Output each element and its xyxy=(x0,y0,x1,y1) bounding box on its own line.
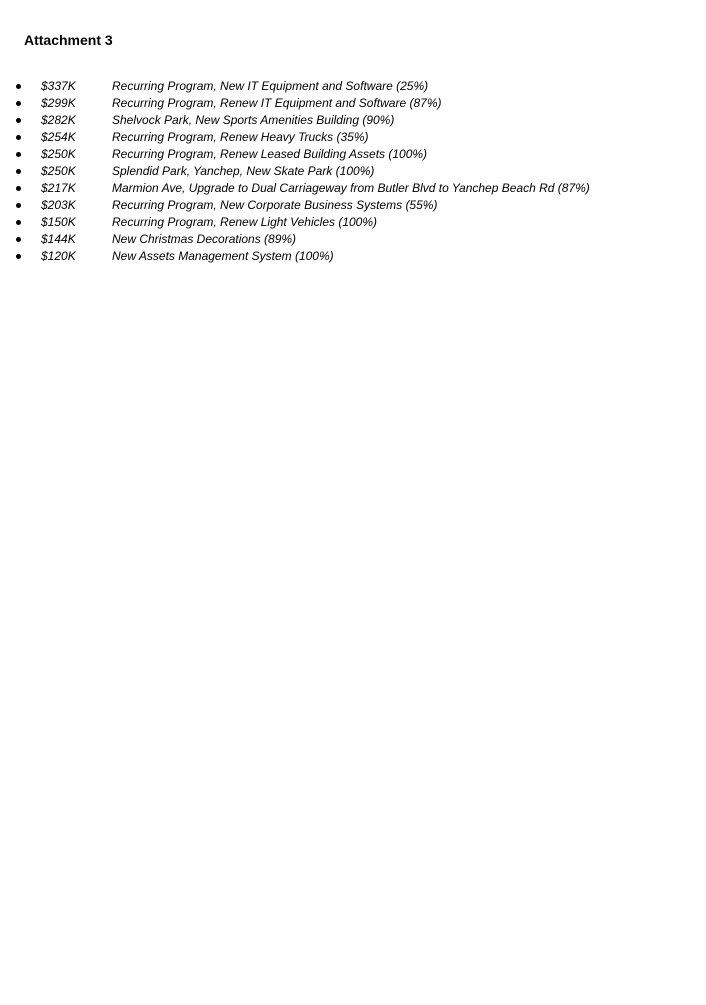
item-description: Splendid Park, Yanchep, New Skate Park (100%) xyxy=(112,164,375,178)
list-item xyxy=(0,163,690,180)
bullet-icon xyxy=(16,118,21,123)
list-item xyxy=(0,78,690,95)
item-amount: $299K xyxy=(41,96,76,110)
item-description: Shelvock Park, New Sports Amenities Building (90%) xyxy=(112,113,395,127)
item-description: Recurring Program, Renew Light Vehicles (100%) xyxy=(112,215,378,229)
item-amount: $250K xyxy=(41,164,76,178)
item-amount: $150K xyxy=(41,215,76,229)
item-description: Recurring Program, New Corporate Business Systems (55%) xyxy=(112,198,438,212)
bullet-icon xyxy=(16,152,21,157)
item-amount: $203K xyxy=(41,198,76,212)
bullet-icon xyxy=(16,203,21,208)
bullet-icon xyxy=(16,135,21,140)
bullet-icon xyxy=(16,220,21,225)
item-amount: $337K xyxy=(41,79,76,93)
list-item xyxy=(0,95,690,112)
list-item xyxy=(0,146,690,163)
bullet-icon xyxy=(16,169,21,174)
bullet-icon xyxy=(16,84,21,89)
bullet-icon xyxy=(16,237,21,242)
list-item xyxy=(0,180,690,197)
item-amount: $120K xyxy=(41,249,76,263)
bullet-icon xyxy=(16,186,21,191)
list-item xyxy=(0,197,690,214)
item-description: New Christmas Decorations (89%) xyxy=(112,232,297,246)
item-description: Recurring Program, New IT Equipment and Software (25%) xyxy=(112,79,429,93)
item-amount: $254K xyxy=(41,130,76,144)
item-description: Recurring Program, Renew Heavy Trucks (35%) xyxy=(112,130,369,144)
item-description: Marmion Ave, Upgrade to Dual Carriageway from Butler Blvd to Yanchep Beach Rd (87%) xyxy=(112,181,590,195)
item-amount: $217K xyxy=(41,181,76,195)
list-item xyxy=(0,248,690,265)
item-description: Recurring Program, Renew IT Equipment and Software (87%) xyxy=(112,96,442,110)
list-item xyxy=(0,112,690,129)
list-item xyxy=(0,129,690,146)
item-amount: $144K xyxy=(41,232,76,246)
item-amount: $282K xyxy=(41,113,76,127)
item-amount: $250K xyxy=(41,147,76,161)
page-title: Attachment 3 xyxy=(24,32,113,48)
list-item xyxy=(0,231,690,248)
item-description: New Assets Management System (100%) xyxy=(112,249,334,263)
list-item xyxy=(0,214,690,231)
bullet-icon xyxy=(16,101,21,106)
item-description: Recurring Program, Renew Leased Building Assets (100%) xyxy=(112,147,428,161)
bullet-icon xyxy=(16,254,21,259)
project-list xyxy=(0,78,690,265)
